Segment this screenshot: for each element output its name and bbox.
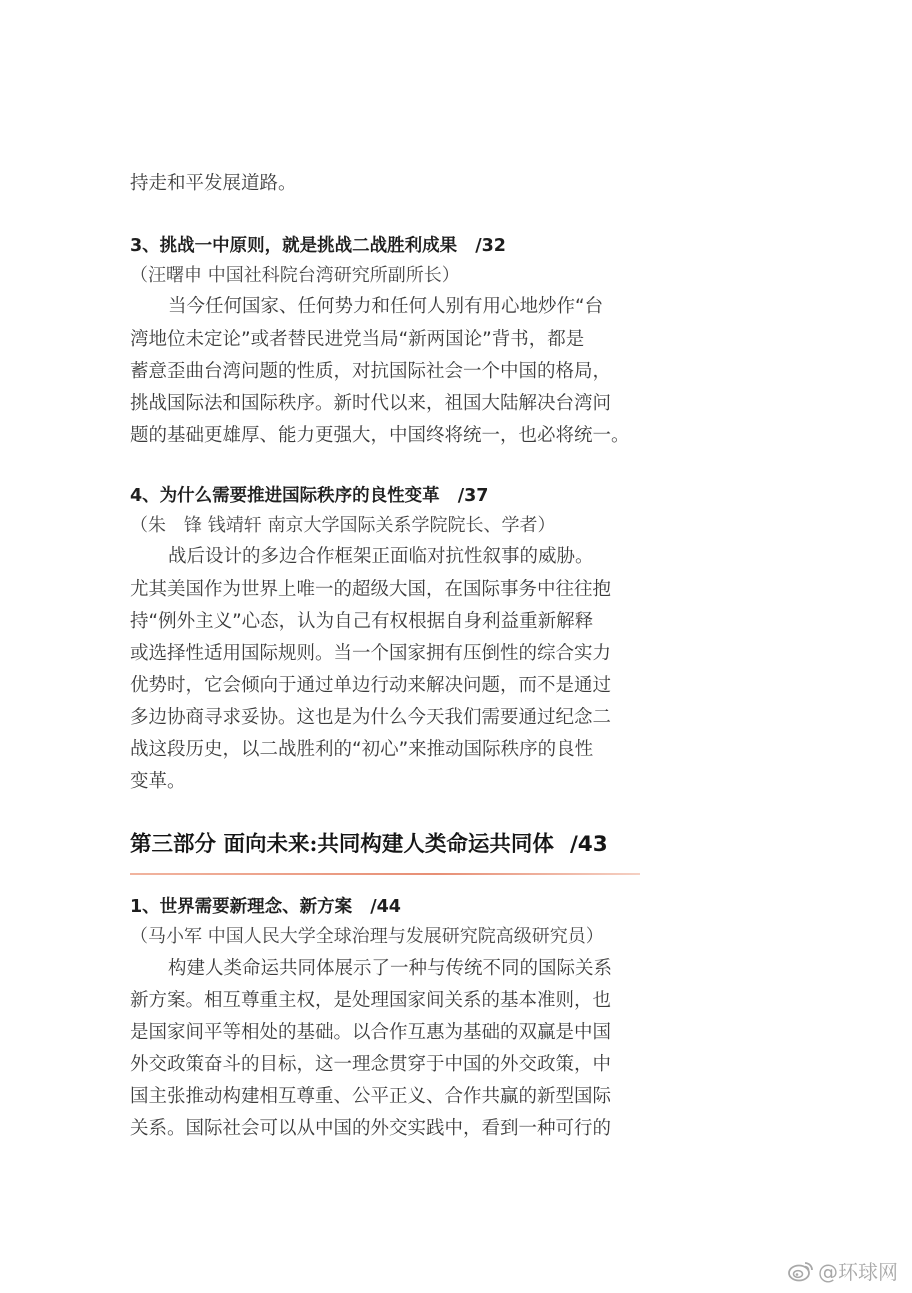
intro-tail-line: 持走和平发展道路。 — [130, 173, 297, 194]
section-1-line: 新方案。相互尊重主权，是处理国家间关系的基本准则，也 — [130, 990, 612, 1011]
section-4-author: （朱 锋 钱靖轩 南京大学国际关系学院院长、学者） — [130, 515, 556, 536]
part-3-page-number: /43 — [569, 832, 608, 857]
section-1-author: （马小军 中国人民大学全球治理与发展研究院高级研究员） — [130, 926, 604, 947]
section-1-line: 外交政策奋斗的目标，这一理念贯穿于中国的外交政策，中 — [130, 1054, 612, 1075]
section-3-title: 3、挑战一中原则，就是挑战二战胜利成果 — [130, 236, 458, 256]
section-4-line: 或选择性适用国际规则。当一个国家拥有压倒性的综合实力 — [130, 643, 612, 664]
section-4-heading — [130, 482, 488, 510]
section-3-heading — [130, 232, 506, 260]
section-3-line: 挑战国际法和国际秩序。新时代以来，祖国大陆解决台湾问 — [130, 393, 612, 414]
section-3-author: （汪曙申 中国社科院台湾研究所副所长） — [130, 265, 460, 286]
section-3-line: 题的基础更雄厚、能力更强大，中国终将统一，也必将统一。 — [130, 425, 630, 446]
section-1-title: 1、世界需要新理念、新方案 — [130, 897, 353, 917]
section-1-heading — [130, 893, 401, 921]
section-4-line: 战这段历史，以二战胜利的“初心”来推动国际秩序的良性 — [130, 739, 594, 760]
part-3-title: 第三部分 面向未来:共同构建人类命运共同体 — [130, 832, 554, 857]
section-4-line: 尤其美国作为世界上唯一的超级大国，在国际事务中往往抱 — [130, 579, 612, 600]
section-1-page-number: /44 — [370, 897, 401, 917]
part-3-heading — [130, 829, 608, 861]
section-4-line: 优势时，它会倾向于通过单边行动来解决问题，而不是通过 — [130, 675, 612, 696]
section-4-line: 变革。 — [130, 771, 186, 792]
section-4-line: 持“例外主义”心态，认为自己有权根据自身利益重新解释 — [130, 611, 594, 632]
weibo-watermark — [788, 1256, 898, 1285]
section-3-line: 湾地位未定论”或者替民进党当局“新两国论”背书，都是 — [130, 329, 585, 350]
section-1-line: 是国家间平等相处的基础。以合作互惠为基础的双赢是中国 — [130, 1022, 612, 1043]
weibo-icon — [788, 1260, 814, 1282]
section-4-line: 多边协商寻求妥协。这也是为什么今天我们需要通过纪念二 — [130, 707, 612, 728]
section-3-page-number: /32 — [475, 236, 506, 256]
section-1-line: 关系。国际社会可以从中国的外交实践中，看到一种可行的 — [130, 1118, 612, 1139]
section-3-line: 蓄意歪曲台湾问题的性质，对抗国际社会一个中国的格局， — [130, 361, 612, 382]
section-4-title: 4、为什么需要推进国际秩序的良性变革 — [130, 486, 440, 506]
section-4-page-number: /37 — [457, 486, 489, 506]
watermark-text: @环球网 — [818, 1260, 898, 1284]
section-3-line: 当今任何国家、任何势力和任何人别有用心地炒作“台 — [168, 296, 604, 317]
section-1-line: 国主张推动构建相互尊重、公平正义、合作共赢的新型国际 — [130, 1086, 612, 1107]
section-1-line: 构建人类命运共同体展示了一种与传统不同的国际关系 — [168, 958, 613, 979]
section-4-line: 战后设计的多边合作框架正面临对抗性叙事的威胁。 — [168, 546, 594, 567]
part-divider-rule — [130, 873, 640, 875]
